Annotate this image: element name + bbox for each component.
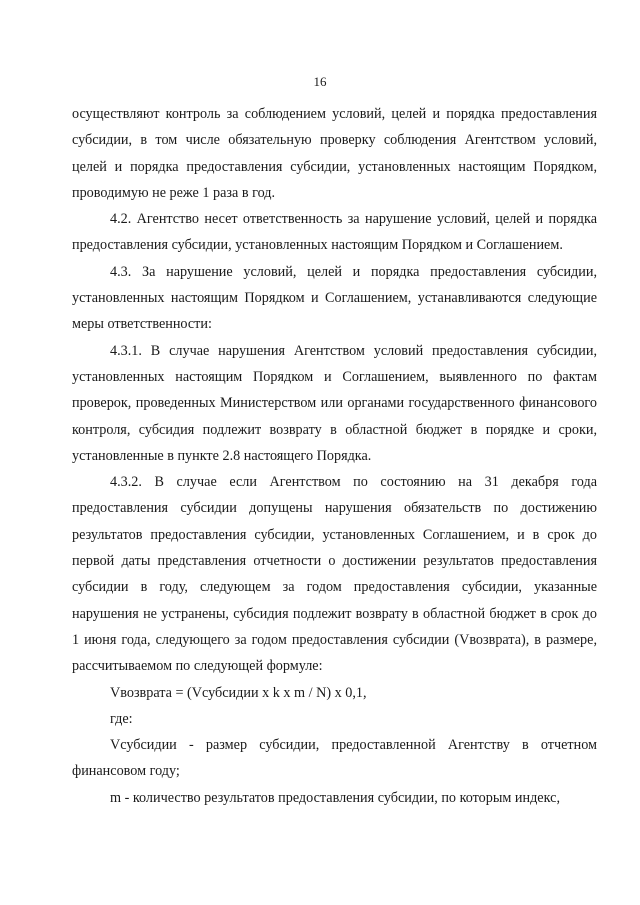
paragraph-4-3: 4.3. За нарушение условий, целей и порядка предоставления субсидии, установленных настоящим Порядком и Соглашением, устанавливаются следующие меры ответственности: <box>72 263 597 333</box>
document-body <box>72 101 597 811</box>
formula-where: где: <box>110 710 133 727</box>
paragraph-4-3-2: 4.3.2. В случае если Агентством по состоянию на 31 декабря года предоставления субсидии допущены нарушения обязательств по достижению результатов предоставления субсидии, установленных Соглашением, и в срок до первой даты представления отчетности о достижении результатов предоставления субсидии в году, следующем за годом предоставления субсидии, указанные нарушения не устранены, субсидия подлежит возврату в областной бюджет в срок до 1 июня года, следующего за годом предоставления субсидии (Vвозврата), в размере, рассчитываемом по следующей формуле: <box>72 474 597 675</box>
paragraph-4-2: 4.2. Агентство несет ответственность за нарушение условий, целей и порядка предоставления субсидии, установленных настоящим Порядком и Соглашением. <box>72 211 597 254</box>
definition-m: m - количество результатов предоставления субсидии, по которым индекс, <box>110 789 560 806</box>
paragraph-continuation: осуществляют контроль за соблюдением условий, целей и порядка предоставления субсидии, в том числе обязательную проверку соблюдения Агентством условий, целей и порядка предоставления субсидии, установленных настоящим Порядком, проводимую не реже 1 раза в год. <box>72 106 597 201</box>
definition-vsubsidii: Vсубсидии - размер субсидии, предоставленной Агентству в отчетном финансовом году; <box>72 737 597 780</box>
formula: Vвозврата = (Vсубсидии x k x m / N) x 0,1, <box>110 684 367 701</box>
page-number: 16 <box>313 74 327 89</box>
paragraph-4-3-1: 4.3.1. В случае нарушения Агентством условий предоставления субсидии, установленных настоящим Порядком и Соглашением, выявленного по фактам проверок, проведенных Министерством или органами государственного финансового контроля, субсидия подлежит возврату в областной бюджет в порядке и сроки, установленные в пункте 2.8 настоящего Порядка. <box>72 342 597 464</box>
